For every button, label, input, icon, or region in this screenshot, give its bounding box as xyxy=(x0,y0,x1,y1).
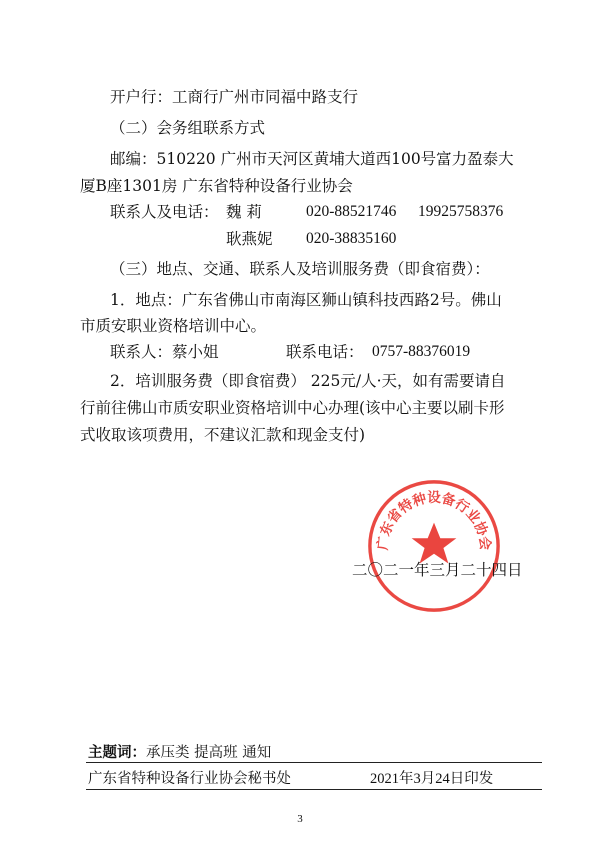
contact1-name: 魏 莉 xyxy=(226,203,262,221)
postal-address-line2: 厦B座1301房 广东省特种设备行业协会 xyxy=(80,177,353,195)
keywords-row xyxy=(88,741,271,762)
seal-text: 广东省特种设备行业协会 xyxy=(374,490,494,551)
contact1-mobile: 19925758376 xyxy=(418,203,504,220)
print-date: 2021年3月24日印发 xyxy=(370,771,494,787)
item2-line1: 2．培训服务费（即食宿费） 225元/人·天，如有需要请自 xyxy=(110,372,506,390)
section-heading-3: （三）地点、交通、联系人及培训服务费（即食宿费）： xyxy=(110,260,490,278)
contact3-tel: 0757-88376019 xyxy=(372,343,471,360)
contact2-name: 耿燕妮 xyxy=(226,230,273,248)
contact2-tel: 020-38835160 xyxy=(306,230,397,247)
signature-date: 二〇二一年三月二十四日 xyxy=(352,561,523,579)
contact3-label: 联系人：蔡小姐 xyxy=(110,343,219,361)
section-heading-2: （二）会务组联系方式 xyxy=(110,119,266,137)
footer-rule-bottom xyxy=(86,789,542,790)
bank-line: 开户行：工商行广州市同福中路支行 xyxy=(110,88,359,106)
keywords-label: 主题词： xyxy=(88,745,146,761)
page-number: 3 xyxy=(297,813,303,825)
item2-line2: 行前往佛山市质安职业资格培训中心办理(该中心主要以刷卡形 xyxy=(80,399,505,417)
contact3-tel-label: 联系电话： xyxy=(286,343,364,361)
contact1-tel: 020-88521746 xyxy=(306,203,397,220)
postal-address-line1: 邮编：510220 广州市天河区黄埔大道西100号富力盈泰大 xyxy=(110,150,514,168)
item1-line1: 1．地点：广东省佛山市南海区狮山镇科技西路2号。佛山 xyxy=(110,291,502,309)
footer-rule-top xyxy=(86,762,542,763)
official-seal xyxy=(366,478,502,614)
item1-line2: 市质安职业资格培训中心。 xyxy=(80,317,267,335)
issuing-office: 广东省特种设备行业协会秘书处 xyxy=(88,771,291,787)
item2-line3: 式收取该项费用，不建议汇款和现金支付) xyxy=(80,426,366,444)
keywords-value: 承压类 提高班 通知 xyxy=(146,745,272,761)
contact-label: 联系人及电话： xyxy=(110,203,219,221)
